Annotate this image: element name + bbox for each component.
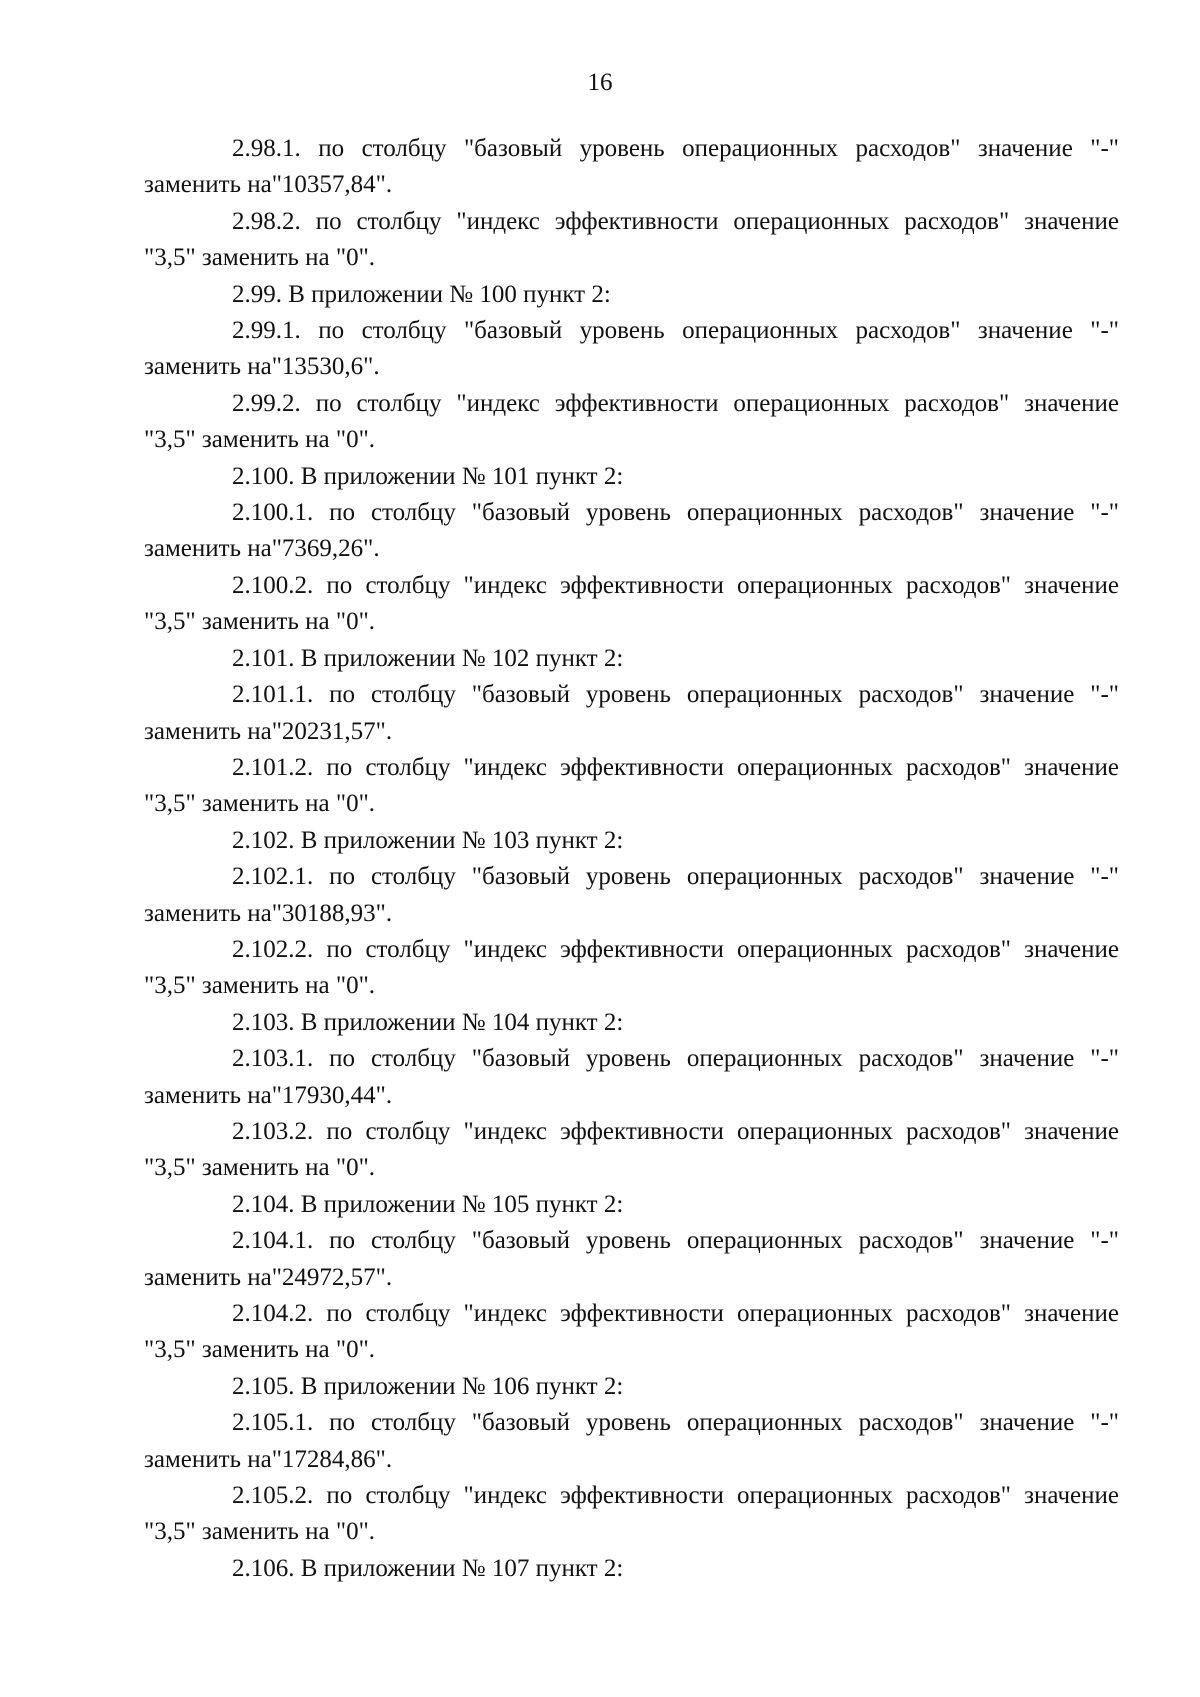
document-body — [144, 131, 1119, 1587]
section-heading-2-102: 2.102. В приложении № 103 пункт 2: — [232, 826, 624, 854]
page-number: 16 — [587, 69, 613, 96]
paragraph-line: заменить на"24972,57". — [144, 1263, 393, 1291]
paragraph-line: 2.105.1. по столбцу "базовый уровень операционных расходов" значение "-" — [232, 1409, 1119, 1437]
paragraph-line: заменить на"17930,44". — [144, 1081, 393, 1109]
paragraph-line: заменить на"20231,57". — [144, 717, 393, 745]
paragraph-line: 2.102.1. по столбцу "базовый уровень операционных расходов" значение "-" — [232, 863, 1119, 891]
paragraph-2-105-1 — [144, 1405, 1119, 1478]
paragraph-line: "3,5" заменить на "0". — [144, 972, 376, 1000]
paragraph-line: заменить на"13530,6". — [144, 353, 380, 381]
paragraph-line: 2.104.1. по столбцу "базовый уровень операционных расходов" значение "-" — [232, 1227, 1119, 1255]
paragraph-line: "3,5" заменить на "0". — [144, 426, 376, 454]
paragraph-line: 2.103.1. по столбцу "базовый уровень операционных расходов" значение "-" — [232, 1045, 1119, 1073]
paragraph-line: заменить на"10357,84". — [144, 171, 393, 199]
paragraph-line: 2.101.1. по столбцу "базовый уровень операционных расходов" значение "-" — [232, 681, 1119, 709]
paragraph-2-104-1 — [144, 1223, 1119, 1296]
paragraph-line: 2.105.2. по столбцу "индекс эффективности операционных расходов" значение — [232, 1482, 1119, 1510]
paragraph-line: "3,5" заменить на "0". — [144, 608, 376, 636]
paragraph-line: 2.98.2. по столбцу "индекс эффективности операционных расходов" значение — [232, 207, 1119, 235]
section-heading-2-105: 2.105. В приложении № 106 пункт 2: — [232, 1372, 624, 1400]
section-heading-2-103: 2.103. В приложении № 104 пункт 2: — [232, 1008, 624, 1036]
paragraph-2-103-1 — [144, 1041, 1119, 1114]
section-heading-2-99: 2.99. В приложении № 100 пункт 2: — [232, 280, 611, 308]
paragraph-2-99-2 — [144, 386, 1119, 459]
paragraph-2-102-1 — [144, 859, 1119, 932]
paragraph-2-99-1 — [144, 313, 1119, 386]
paragraph-line: 2.103.2. по столбцу "индекс эффективности операционных расходов" значение — [232, 1117, 1119, 1145]
paragraph-line: заменить на"17284,86". — [144, 1445, 393, 1473]
paragraph-line: 2.99.2. по столбцу "индекс эффективности операционных расходов" значение — [232, 389, 1119, 417]
section-heading-2-106: 2.106. В приложении № 107 пункт 2: — [232, 1554, 624, 1582]
paragraph-2-98-1 — [144, 131, 1119, 204]
paragraph-2-100-2 — [144, 568, 1119, 641]
paragraph-2-101-1 — [144, 677, 1119, 750]
paragraph-line: 2.104.2. по столбцу "индекс эффективности операционных расходов" значение — [232, 1300, 1119, 1327]
paragraph-2-98-2 — [144, 204, 1119, 277]
paragraph-line: 2.99.1. по столбцу "базовый уровень операционных расходов" значение "-" — [232, 317, 1119, 345]
paragraph-line: 2.100.1. по столбцу "базовый уровень операционных расходов" значение "-" — [232, 499, 1119, 527]
paragraph-line: 2.102.2. по столбцу "индекс эффективности операционных расходов" значение — [232, 935, 1119, 963]
paragraph-2-100-1 — [144, 495, 1119, 568]
paragraph-2-104-2 — [144, 1296, 1119, 1369]
paragraph-line: заменить на"7369,26". — [144, 535, 380, 563]
paragraph-line: 2.98.1. по столбцу "базовый уровень операционных расходов" значение "-" — [232, 135, 1119, 162]
paragraph-line: заменить на"30188,93". — [144, 899, 393, 927]
section-heading-2-104: 2.104. В приложении № 105 пункт 2: — [232, 1190, 624, 1218]
paragraph-2-105-2 — [144, 1478, 1119, 1551]
paragraph-line: "3,5" заменить на "0". — [144, 1518, 376, 1546]
paragraph-2-102-2 — [144, 932, 1119, 1005]
paragraph-2-101-2 — [144, 750, 1119, 823]
paragraph-line: 2.100.2. по столбцу "индекс эффективности операционных расходов" значение — [232, 571, 1119, 599]
paragraph-line: 2.101.2. по столбцу "индекс эффективности операционных расходов" значение — [232, 753, 1119, 781]
section-heading-2-100: 2.100. В приложении № 101 пункт 2: — [232, 462, 624, 490]
paragraph-line: "3,5" заменить на "0". — [144, 1154, 376, 1182]
paragraph-2-103-2 — [144, 1114, 1119, 1187]
paragraph-line: "3,5" заменить на "0". — [144, 1336, 376, 1364]
paragraph-line: "3,5" заменить на "0". — [144, 244, 376, 272]
section-heading-2-101: 2.101. В приложении № 102 пункт 2: — [232, 644, 624, 672]
paragraph-line: "3,5" заменить на "0". — [144, 790, 376, 818]
